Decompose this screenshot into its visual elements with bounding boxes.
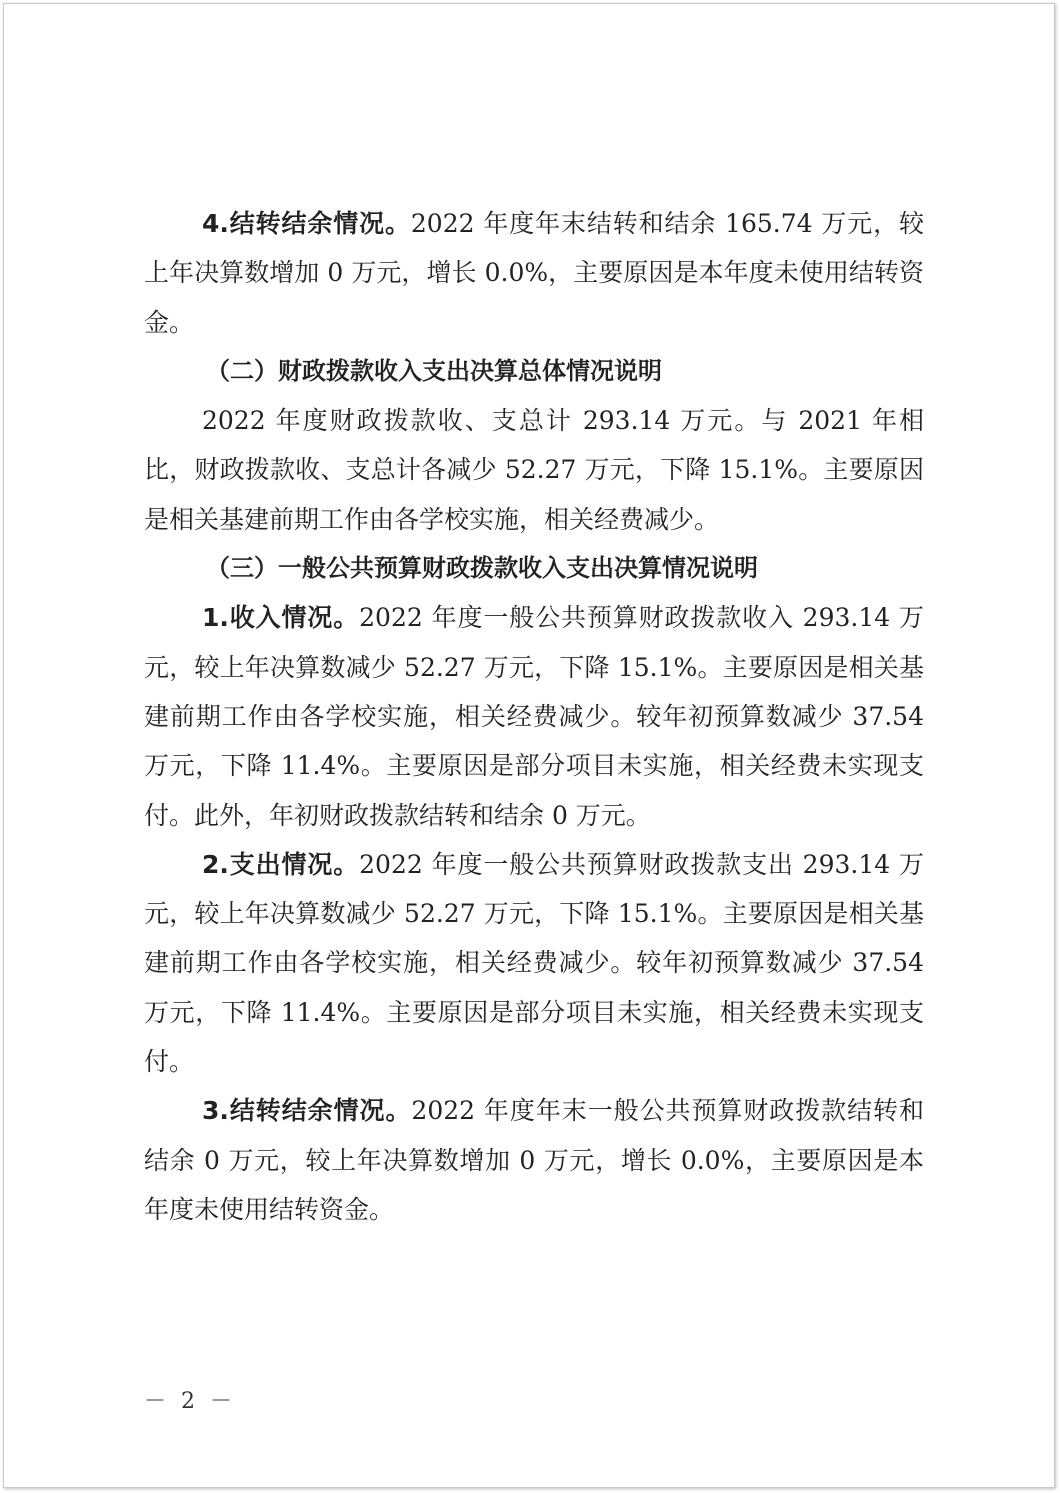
paragraph-lead: 1.收入情况。 [202,603,360,633]
paragraph-expenditure [144,840,924,1086]
paragraph-lead: 4.结转结余情况。 [202,209,411,238]
paragraph-fiscal-total: 2022 年度财政拨款收、支总计 293.14 万元。与 2021 年相比，财政拨款收、支总计各减少 52.27 万元，下降 15.1%。主要原因是相关基建前期工作由各学校实施，相关经费减少。 [144,406,924,534]
document-page [3,3,1055,1488]
paragraph-lead: 2.支出情况。 [202,849,360,879]
paragraph-text: 2022 年度一般公共预算财政拨款支出 293.14 万元，较上年决算数减少 52.27 万元，下降 15.1%。主要原因是相关基建前期工作由各学校实施，相关经费减少。较年初预算数减少 37.54 万元，下降 11.4%。主要原因是部分项目未实施，相关经费未实现支付。 [144,849,924,1077]
page-number: － 2 － [144,1389,236,1414]
document-body [144,199,924,1234]
paragraph-lead: 3.结转结余情况。 [202,1096,412,1126]
section-heading-3: （三）一般公共预算财政拨款收入支出决算情况说明 [206,554,758,583]
section-heading-2: （二）财政拨款收入支出决算总体情况说明 [206,356,662,385]
paragraph-text: 2022 年度年末结转和结余 165.74 万元，较上年决算数增加 0 万元，增长 0.0%，主要原因是本年度未使用结转资金。 [144,209,924,337]
paragraph-carryover-balance [144,199,924,347]
paragraph-text: 2022 年度一般公共预算财政拨款收入 293.14 万元，较上年决算数减少 52.27 万元，下降 15.1%。主要原因是相关基建前期工作由各学校实施，相关经费减少。较年初预算数减少 37.54 万元，下降 11.4%。主要原因是部分项目未实施，相关经费未实现支付。此外，年初财政拨款结转和结余 0 万元。 [144,603,924,830]
paragraph-income [144,593,924,839]
paragraph-text: 2022 年度年末一般公共预算财政拨款结转和结余 0 万元，较上年决算数增加 0 万元，增长 0.0%，主要原因是本年度未使用结转资金。 [144,1096,924,1224]
paragraph-general-carryover [144,1086,924,1234]
